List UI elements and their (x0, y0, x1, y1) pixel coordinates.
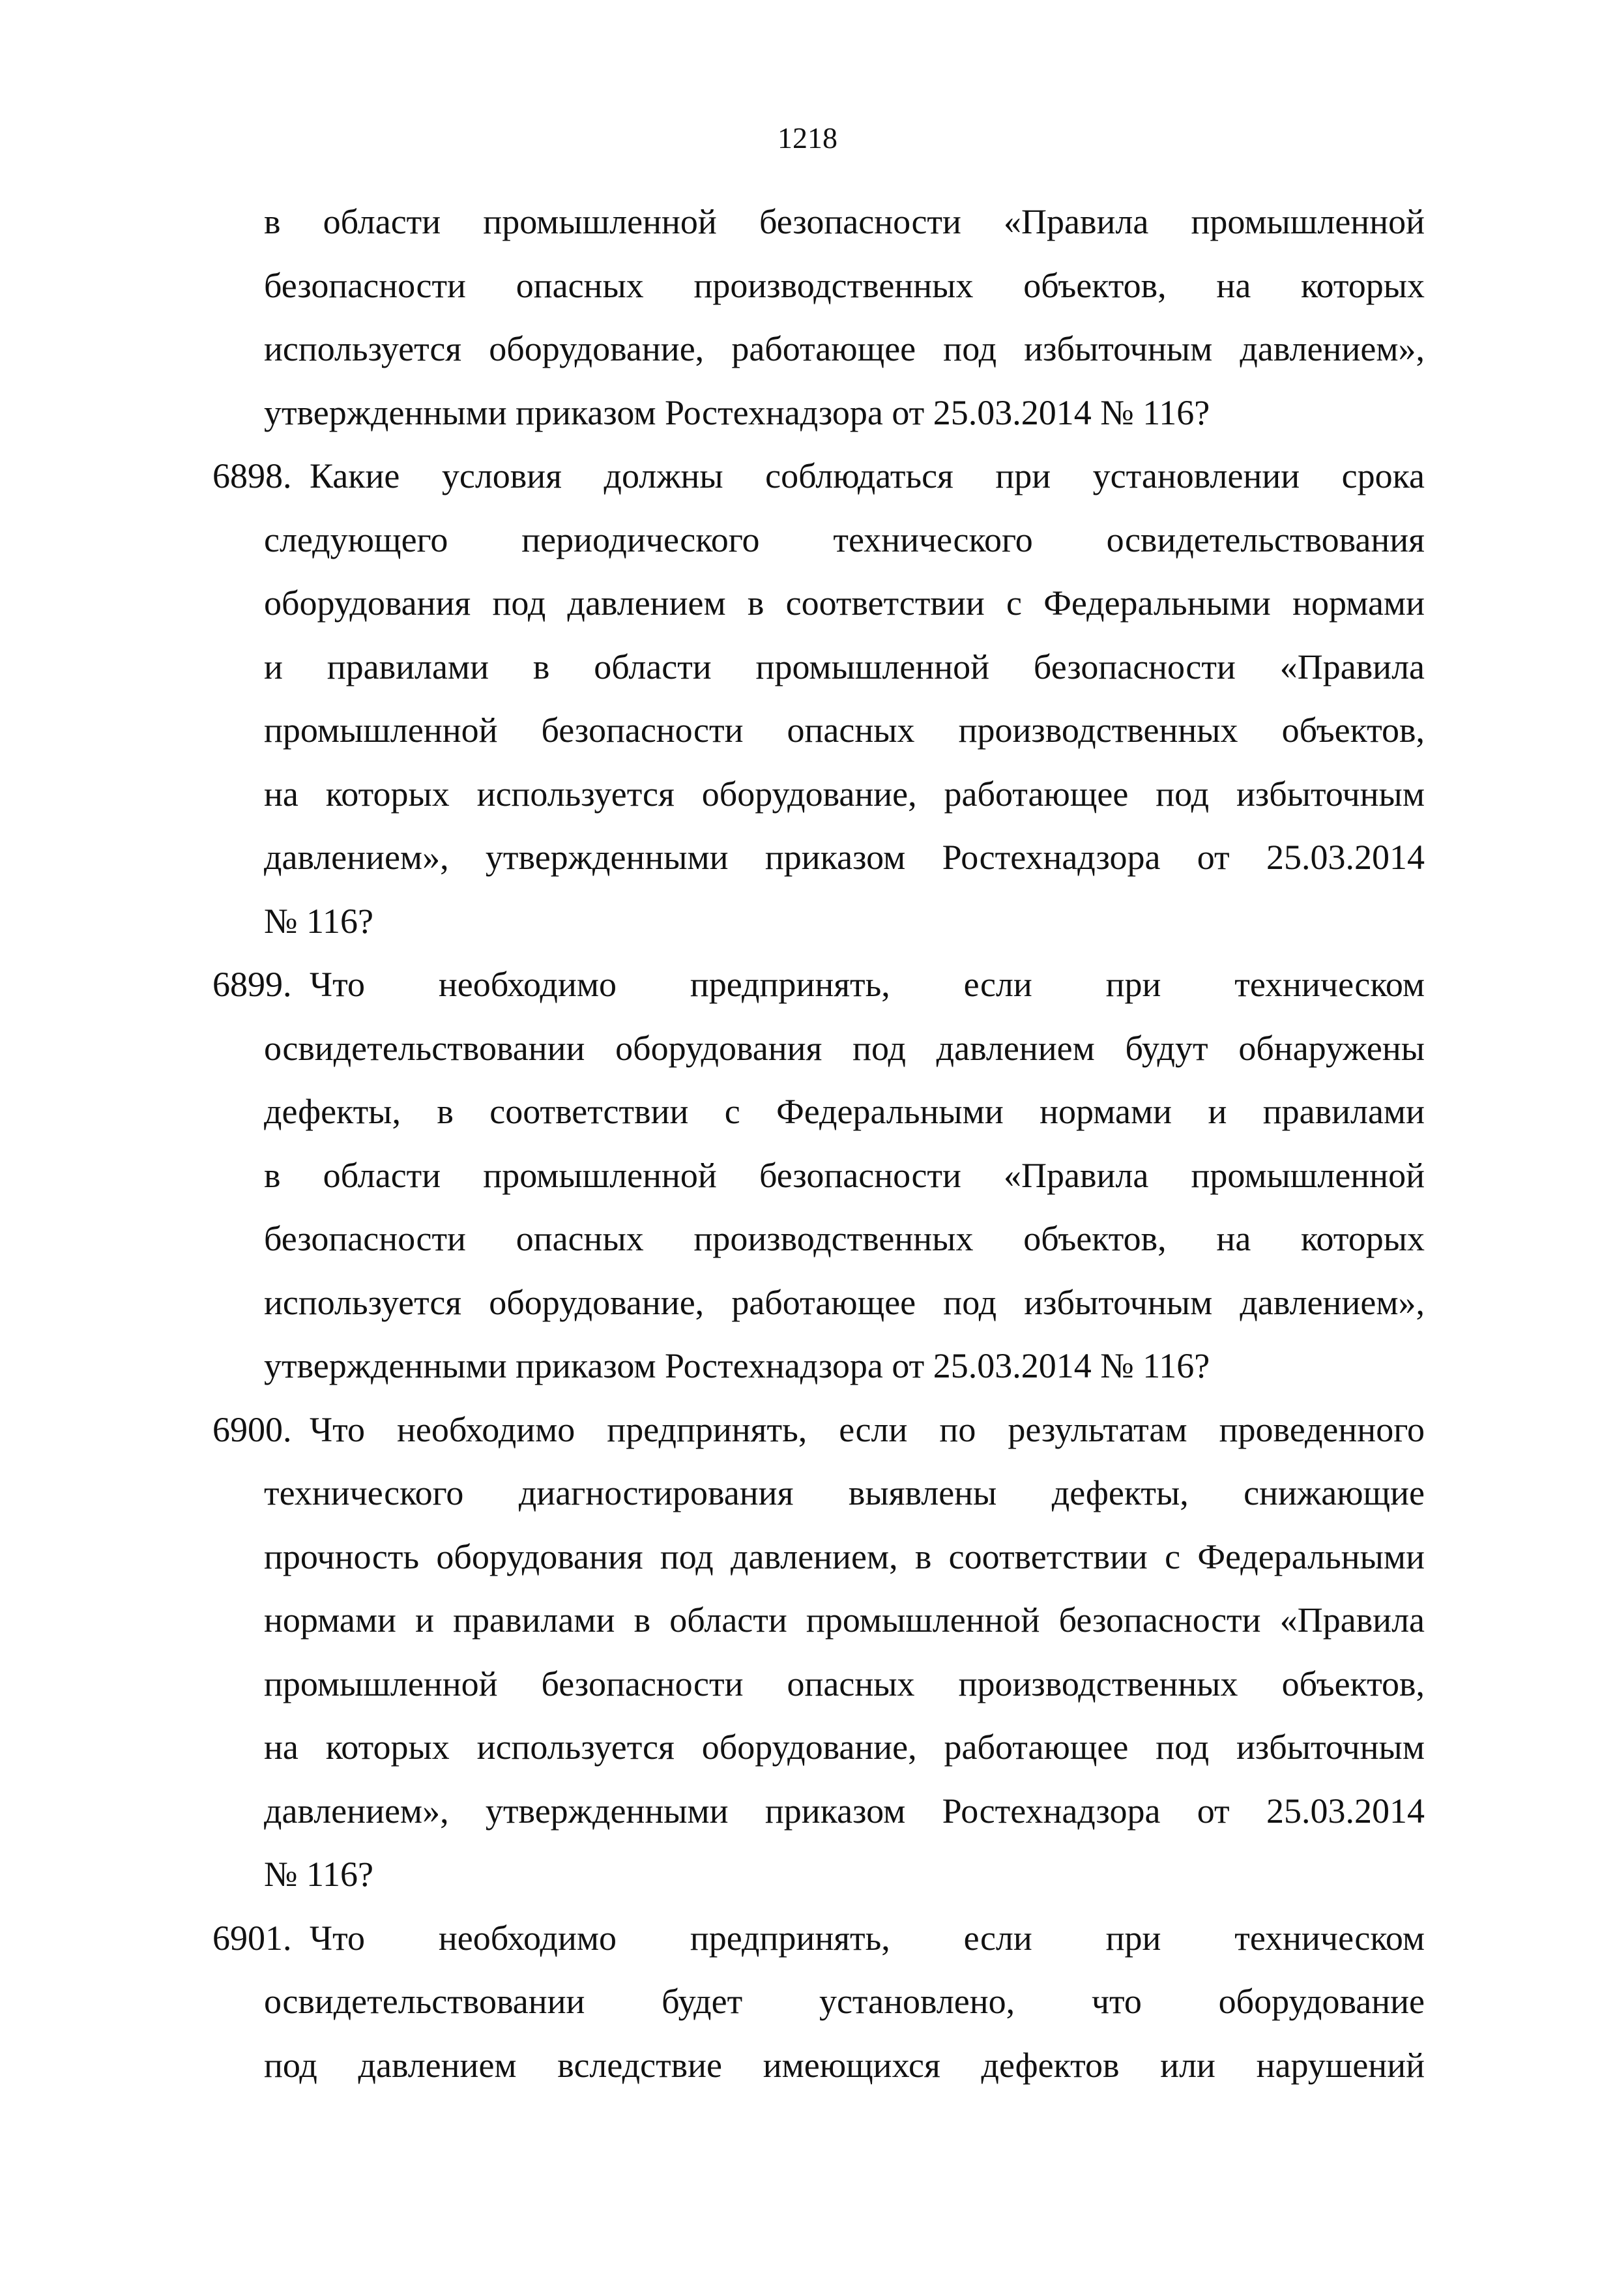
document-body (212, 190, 1425, 2097)
question-number: 6900. (212, 1409, 292, 1449)
question-number: 6901. (212, 1918, 292, 1958)
question-text: Какие условия должны соблюдаться при установлении срока (310, 456, 1425, 495)
question-text: Что необходимо предпринять, если при техническом (310, 1918, 1425, 1958)
question-first-line (212, 1907, 1425, 1971)
question-number: 6899. (212, 965, 292, 1004)
text-line: утвержденными приказом Ростехнадзора от 25.03.2014 № 116? (264, 392, 1210, 432)
text-line: № 116? (264, 1855, 373, 1894)
text-line: в области промышленной безопасности «Правила промышленной (264, 202, 1425, 241)
text-line: промышленной безопасности опасных производственных объектов, (264, 711, 1425, 750)
text-line: в области промышленной безопасности «Правила промышленной (264, 1155, 1425, 1195)
text-line: оборудования под давлением в соответствии с Федеральными нормами (264, 583, 1425, 623)
text-line: безопасности опасных производственных объектов, на которых (264, 1219, 1425, 1258)
text-line: дефекты, в соответствии с Федеральными нормами и правилами (264, 1092, 1425, 1131)
question-first-line (212, 445, 1425, 508)
question-item-6898 (212, 445, 1425, 953)
text-line: утвержденными приказом Ростехнадзора от 25.03.2014 № 116? (264, 1346, 1210, 1385)
text-line: нормами и правилами в области промышленной безопасности «Правила (264, 1600, 1425, 1640)
text-line: безопасности опасных производственных объектов, на которых (264, 265, 1425, 305)
text-line: на которых используется оборудование, работающее под избыточным (264, 774, 1425, 814)
text-line: давлением», утвержденными приказом Ростехнадзора от 25.03.2014 (264, 838, 1425, 877)
text-line: используется оборудование, работающее под избыточным давлением», (264, 329, 1425, 368)
question-first-line (212, 1398, 1425, 1462)
page-number: 1218 (778, 121, 837, 155)
text-line: № 116? (264, 901, 373, 941)
text-line: и правилами в области промышленной безопасности «Правила (264, 647, 1425, 686)
text-line: давлением», утвержденными приказом Ростехнадзора от 25.03.2014 (264, 1791, 1425, 1831)
question-first-line (212, 953, 1425, 1017)
text-line: технического диагностирования выявлены дефекты, снижающие (264, 1473, 1425, 1512)
text-line: освидетельствовании будет установлено, что оборудование (264, 1982, 1425, 2021)
text-line: прочность оборудования под давлением, в соответствии с Федеральными (264, 1537, 1425, 1576)
text-line: следующего периодического технического освидетельствования (264, 520, 1425, 559)
text-line: используется оборудование, работающее под избыточным давлением», (264, 1282, 1425, 1322)
question-item-6901 (212, 1907, 1425, 2098)
continuation-paragraph (212, 190, 1425, 445)
question-item-6900 (212, 1398, 1425, 1907)
question-text: Что необходимо предпринять, если по результатам проведенного (310, 1409, 1425, 1449)
text-line: под давлением вследствие имеющихся дефектов или нарушений (264, 2045, 1425, 2085)
text-line: промышленной безопасности опасных производственных объектов, (264, 1664, 1425, 1703)
text-line: на которых используется оборудование, работающее под избыточным (264, 1728, 1425, 1767)
question-number: 6898. (212, 456, 292, 495)
text-line: освидетельствовании оборудования под давлением будут обнаружены (264, 1028, 1425, 1068)
question-text: Что необходимо предпринять, если при техническом (310, 965, 1425, 1004)
question-item-6899 (212, 953, 1425, 1398)
